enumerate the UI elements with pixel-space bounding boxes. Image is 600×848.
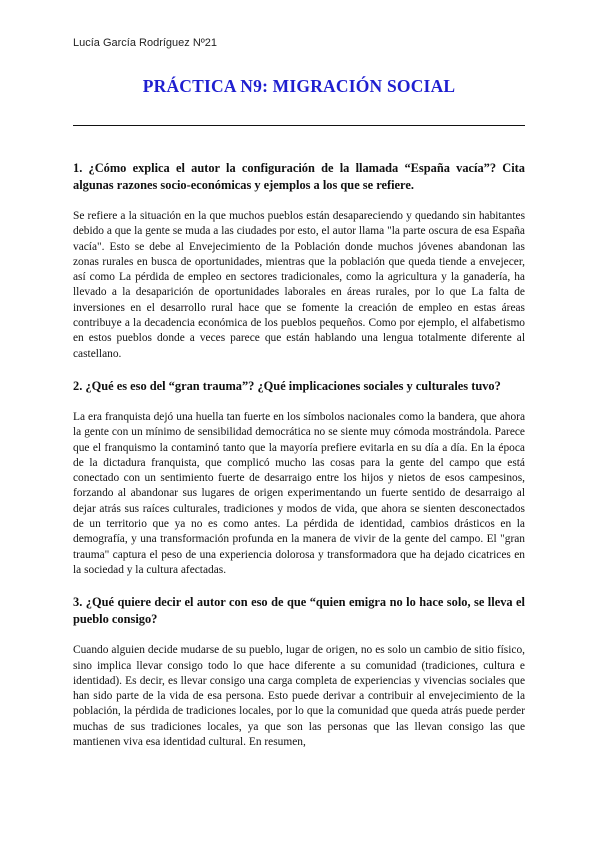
question-heading: 1. ¿Cómo explica el autor la configuración de la llamada “España vacía”? Cita algunas razones socio-económicas y ejemplos a los que se refiere. [73, 161, 525, 192]
answer-paragraph: La era franquista dejó una huella tan fuerte en los símbolos nacionales como la bandera, que ahora la gente con un mínimo de sensibilidad democrática no se siente muy cómoda mostrándola. Parece que el franquismo la contaminó tanto que la mayoría prefiere evitarla en su día a día. En la época de la dictadura franquista, que complicó mucho las cosas para la gente del campo que está conectado con un sentimiento fuerte de desarraigo entre los hijos y nietos de esos campesinos, forzando al abandonar sus lugares de origen experimentando un fuerte sentido de desarraigo al dejar atrás sus raíces culturales, tradiciones y modos de vida, que ahora se sienten desconectados de un territorio que ya no es como antes. La pérdida de identidad, cambios drásticos en la demografía, y una transformación profunda en la manera de vivir de la gente del campo. El "gran trauma" captura el peso de una experiencia dolorosa y transformadora que ha dejado cicatrices en la sociedad y la cultura afectadas. [73, 410, 525, 576]
answer-paragraph: Cuando alguien decide mudarse de su pueblo, lugar de origen, no es solo un cambio de sitio físico, sino implica llevar consigo todo lo que hace diferente a su comunidad (tradiciones, cultura e identidad). Es decir, es llevar consigo una carga completa de experiencias y vivencias sociales que han sido parte de la vida de esa persona. Esto puede derivar a contribuir al envejecimiento de la población, la pérdida de tradiciones locales, por lo que la comunidad que queda atrás puede perder muchas de sus tradiciones locales, ya que son las personas que las llevan consigo las que mantienen viva esa identidad cultural. En resumen, [73, 644, 525, 749]
title-divider [73, 125, 525, 126]
section-1 [73, 160, 525, 362]
page-title: PRÁCTICA N9: MIGRACIÓN SOCIAL [142, 76, 456, 96]
document-body [73, 160, 525, 766]
section-2 [73, 378, 525, 578]
question-heading: 3. ¿Qué quiere decir el autor con eso de que “quien emigra no lo hace solo, se lleva el pueblo consigo? [73, 595, 525, 627]
answer-paragraph: Se refiere a la situación en la que muchos pueblos están desapareciendo y quedando sin habitantes debido a que la gente se muda a las ciudades por esto, el autor llama "la parte oscura de esa España vacía". Esto se debe al Envejecimiento de la Población donde muchos jóvenes abandonan las zonas rurales en busca de oportunidades, mientras que la población que queda tiende a envejecer, así como La pérdida de empleo en sectores tradicionales, como la agricultura y la ganadería, ha llevado a la desaparición de oportunidades laborales en áreas rurales, por lo que La falta de inversiones en el desarrollo rural hace que se fomente la creación de empleo en estas áreas contribuye a la decadencia económica de los pueblos pequeños. Como por ejemplo, el alfabetismo en estos pueblos donde a veces parece que están hablando una lengua totalmente diferente al castellano. [73, 210, 525, 360]
author-name: Lucía García Rodríguez Nº21 [73, 37, 218, 49]
section-3 [73, 594, 525, 750]
question-heading: 2. ¿Qué es eso del “gran trauma”? ¿Qué implicaciones sociales y culturales tuvo? [73, 378, 501, 393]
